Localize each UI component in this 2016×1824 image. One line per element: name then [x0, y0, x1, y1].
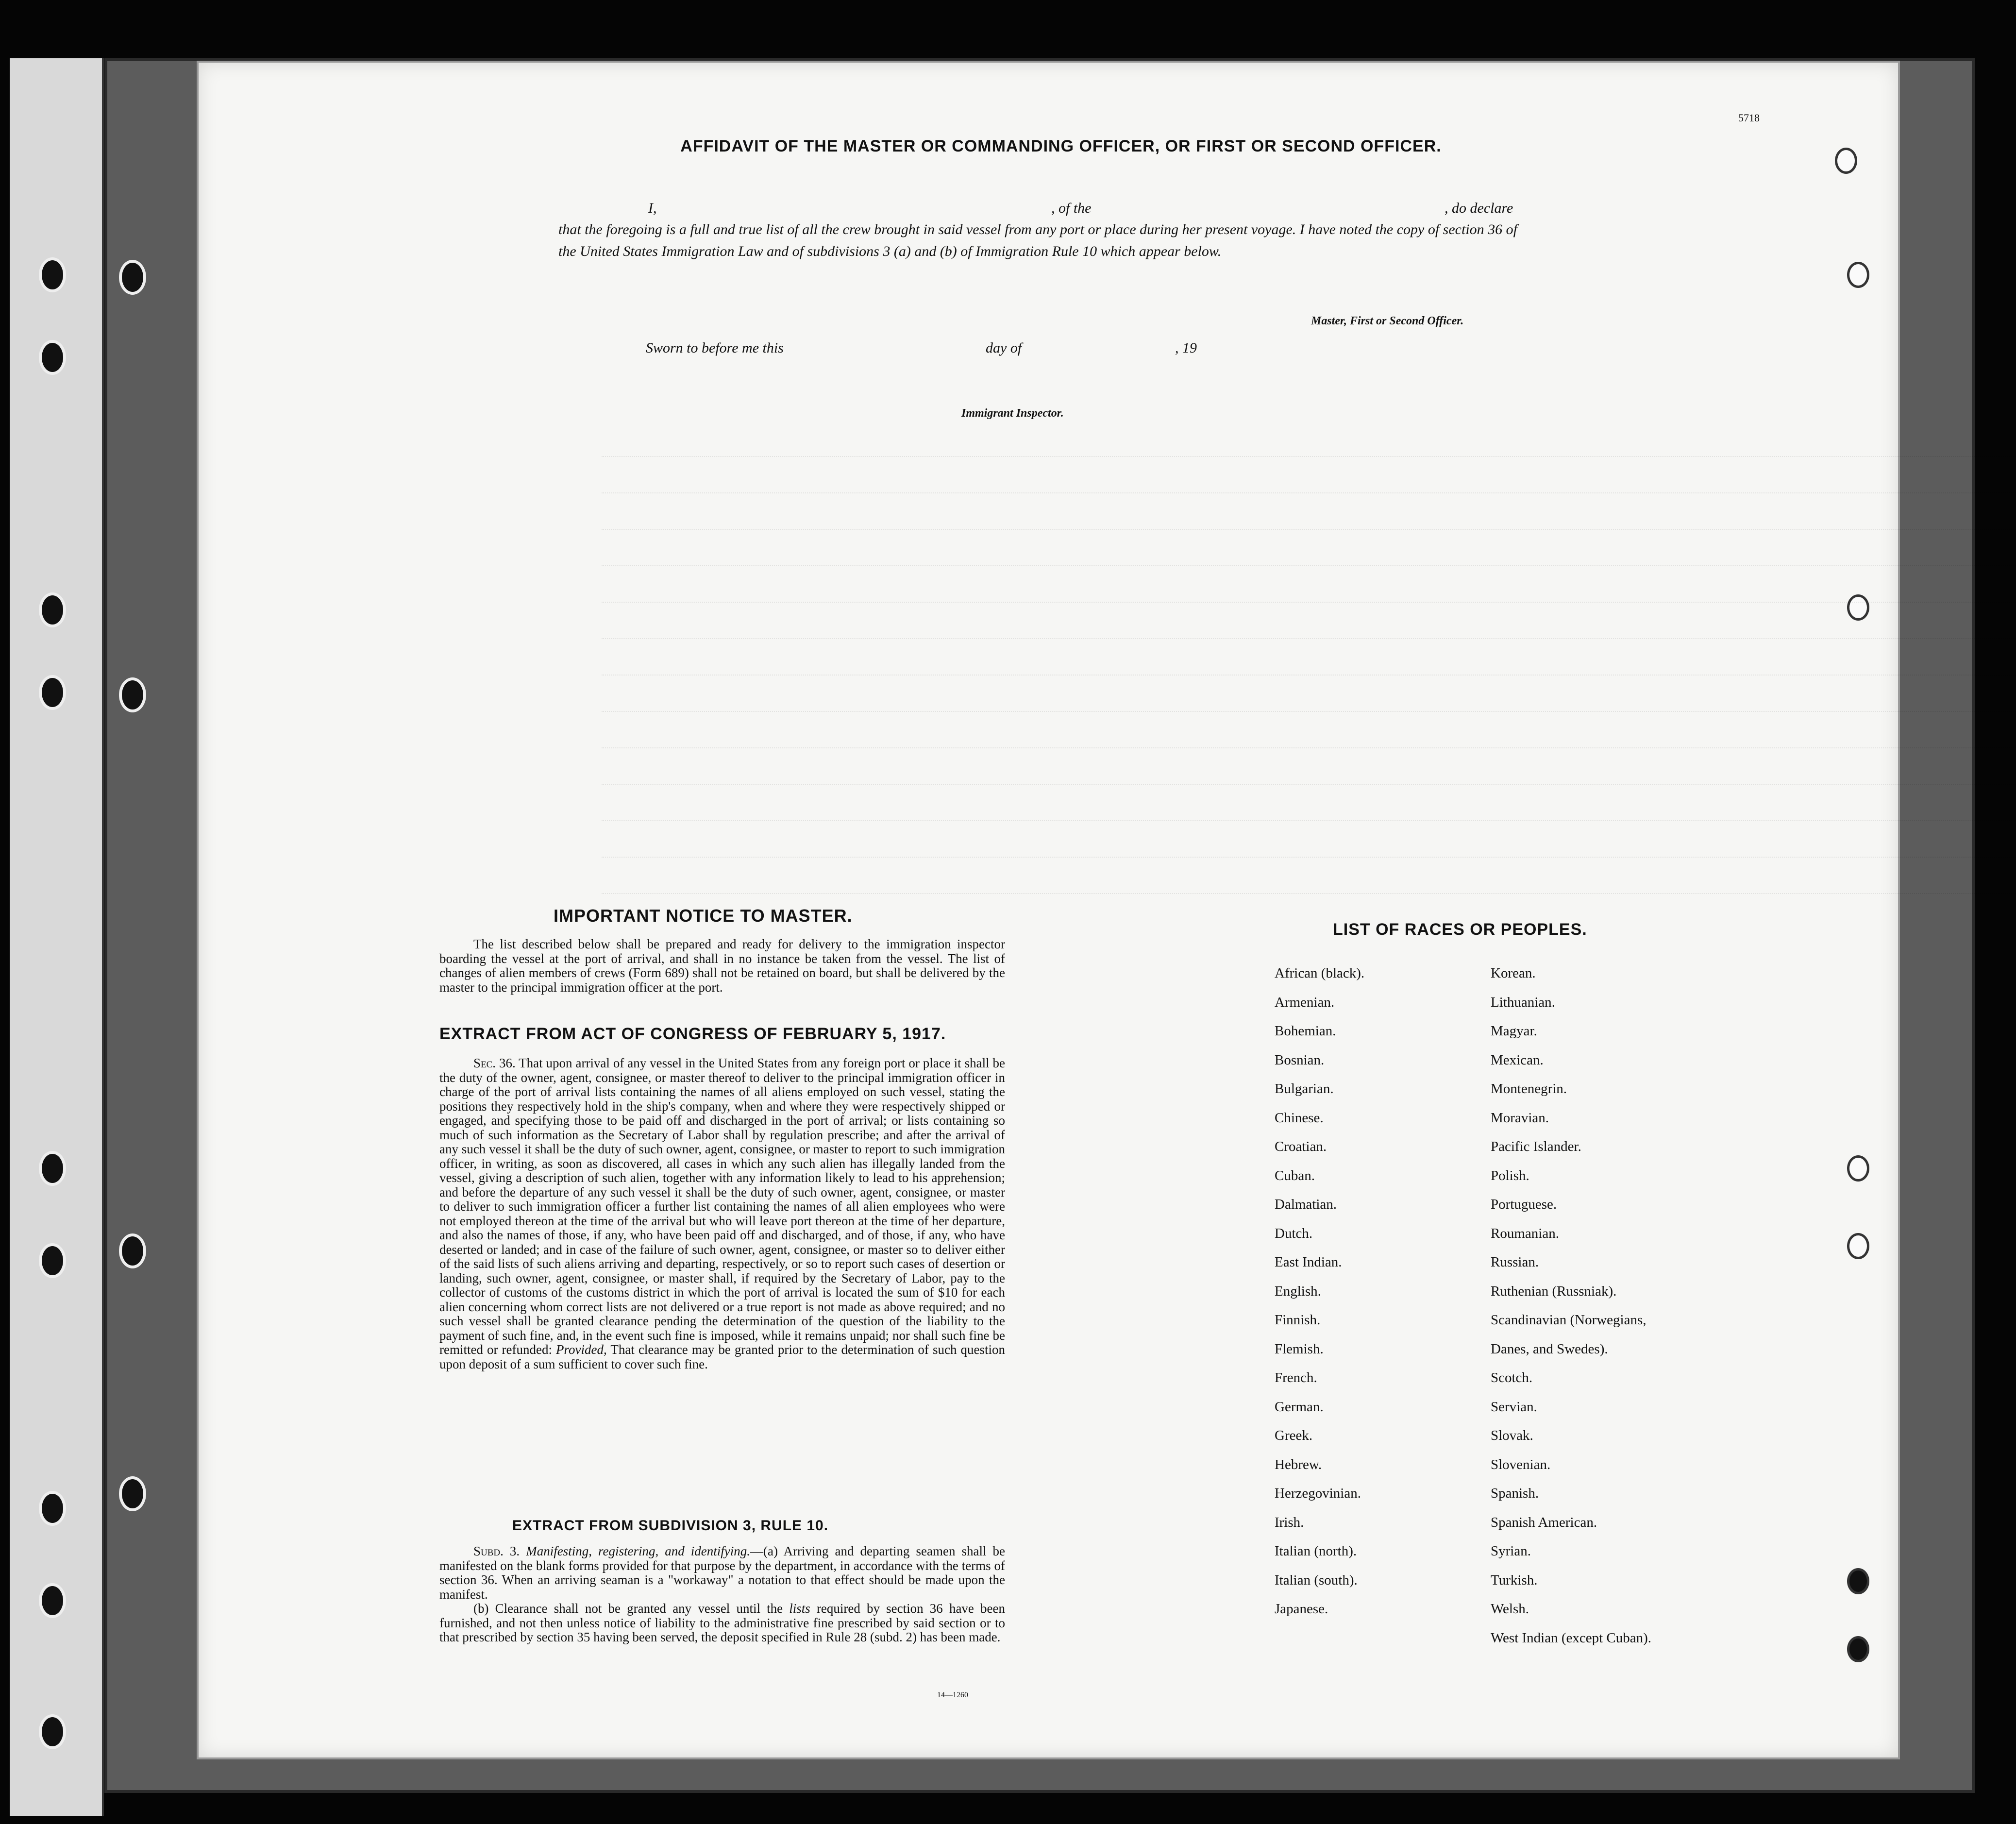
race-item: Japanese.: [1275, 1601, 1328, 1617]
bleed-through-row: [602, 675, 2016, 676]
race-item: Scotch.: [1491, 1370, 1533, 1385]
race-item: Hebrew.: [1275, 1456, 1322, 1472]
page-ring-hole: [1835, 148, 1857, 174]
race-item: Croatian.: [1275, 1139, 1327, 1154]
bleed-through-row: [602, 711, 2016, 713]
race-item: Korean.: [1491, 965, 1536, 981]
race-item: African (black).: [1275, 965, 1365, 981]
race-item: Slovenian.: [1491, 1456, 1551, 1472]
race-item: Armenian.: [1275, 994, 1335, 1010]
declaration-of-the: , of the: [1051, 200, 1092, 216]
bleed-through-row: [602, 529, 2016, 531]
race-item: Slovak.: [1491, 1428, 1533, 1443]
section-36-text: That upon arrival of any vessel in the United States from any foreign port or place it shall be the duty of the owner, agent, consignee, or master thereof to deliver to the principal immigration officer in charge of the port of arrival lists containing the names of all aliens employed on such vessel, stating the positions they respectively hold in the ship's company, when and where they were respectively shipped or engaged, and specifying those to be paid off and discharged in the port of arrival; or lists containing so much of such information as the Secretary of Labor shall by regulation prescribe; and after the arrival of any such vessel it shall be the duty of such owner, agent, consignee, or master to report to such immigration officer, in writing, as soon as discovered, all cases in which any such alien has illegally landed from the vessel, giving a description of such alien, together with any information likely to lead to his apprehension; and before the departure of any such vessel it shall be the duty of such owner, agent, consignee, or master to deliver to such immigration officer a further list containing the names of all alien employees who were not employed thereon at the time of the arrival but who will leave port thereon at the time of her departure, and also the names of those, if any, who have been paid off and discharged, and of those, if any, who have deserted or landed; and in case of the failure of such owner, agent, consignee, or master so to deliver either of the said lists of such aliens arriving and departing, respectively, or so to report such cases of desertion or landing, such owner, agent, consignee, or master shall, if required by the Secretary of Labor, pay to the collector of customs of the customs district in which the port of arrival is located the sum of $10 for each alien concerning whom correct lists are not delivered or a true report is not made as above required; and no such vessel shall be granted clearance pending the determination of the question of the liability to the payment of such fine, and, in the event such fine is imposed, while it remains unpaid; nor shall such fine be remitted or refunded:: [439, 1056, 1005, 1357]
race-item: German.: [1275, 1399, 1324, 1415]
sworn-day: day of: [986, 340, 1022, 356]
rule-para-b-text: required by section 36 have been furnished, and not then unless notice of liability to the administrative fine prescribed by said section or to that prescribed by section 35 having been served, the deposit specified in Rule 28 (subd. 2) has been made.: [439, 1601, 1006, 1644]
rule-para-b: [439, 1602, 1005, 1645]
page-number: 5718: [1738, 112, 1760, 124]
bleed-through-row: [602, 784, 2016, 786]
race-item: Cuban.: [1275, 1167, 1315, 1183]
bleed-through-row: [602, 747, 2016, 749]
rule-extract-text: [439, 1544, 1005, 1645]
bleed-through-row: [602, 820, 2016, 822]
bleed-through-row: [602, 492, 2016, 494]
bleed-through-row: [602, 456, 2016, 458]
punch-hole: [119, 1476, 146, 1511]
race-item: Roumanian.: [1491, 1225, 1559, 1241]
races-title: LIST OF RACES OR PEOPLES.: [1333, 920, 1587, 939]
page-ring-hole: [1847, 1233, 1869, 1259]
punch-hole: [39, 592, 66, 627]
race-item: Italian (south).: [1275, 1572, 1358, 1588]
race-item: Spanish American.: [1491, 1514, 1597, 1530]
rule-extract-title: EXTRACT FROM SUBDIVISION 3, RULE 10.: [512, 1518, 829, 1534]
punch-hole: [119, 677, 146, 712]
rule-para-b-lists: lists: [789, 1601, 810, 1616]
inspector-signature-label: Immigrant Inspector.: [961, 407, 1064, 420]
race-item: Herzegovinian.: [1275, 1486, 1361, 1501]
races-column-2: [1491, 959, 1651, 1653]
section-label: Sec. 36.: [473, 1056, 516, 1070]
punch-hole: [39, 1714, 66, 1749]
race-item: Bosnian.: [1275, 1052, 1325, 1068]
race-item: Greek.: [1275, 1428, 1313, 1443]
race-item: Mexican.: [1491, 1052, 1544, 1068]
race-item: Finnish.: [1275, 1312, 1321, 1328]
race-item: Portuguese.: [1491, 1197, 1557, 1212]
act-extract-title: EXTRACT FROM ACT OF CONGRESS OF FEBRUARY 5, 1917.: [439, 1025, 946, 1043]
section-36-text-end: That clearance may be granted prior to the determination of such question upon deposit of a sum sufficient to cover such fine.: [439, 1342, 1005, 1371]
race-item: Turkish.: [1491, 1572, 1538, 1588]
sworn-year: , 19: [1175, 340, 1197, 356]
rule-para-a: [439, 1544, 1005, 1602]
race-item: Irish.: [1275, 1514, 1304, 1530]
punch-hole: [39, 1583, 66, 1618]
provided-word: Provided,: [556, 1342, 607, 1357]
race-item: Flemish.: [1275, 1341, 1324, 1357]
race-item: Moravian.: [1491, 1110, 1549, 1126]
page-ring-hole: [1847, 594, 1869, 621]
race-item: Magyar.: [1491, 1023, 1537, 1039]
race-item: Italian (north).: [1275, 1543, 1357, 1559]
punch-hole: [119, 260, 146, 295]
race-item: Ruthenian (Russniak).: [1491, 1283, 1617, 1299]
punch-hole: [119, 1233, 146, 1268]
bleed-through-row: [602, 565, 2016, 567]
subd-heading: Manifesting, registering, and identifying.: [526, 1544, 750, 1558]
punch-hole: [39, 1151, 66, 1186]
punch-hole: [39, 675, 66, 710]
race-item: Polish.: [1491, 1167, 1529, 1183]
punch-hole: [39, 1491, 66, 1526]
race-item: English.: [1275, 1283, 1321, 1299]
page-ring-hole: [1847, 262, 1869, 288]
race-item: Welsh.: [1491, 1601, 1529, 1617]
race-item: Montenegrin.: [1491, 1081, 1567, 1097]
section-36-paragraph: [439, 1056, 1005, 1371]
rule-para-a-text: —(a) Arriving and departing seamen shall be manifested on the blank forms provided for that purpose by the department, in accordance with the terms of section 36. When an arriving seaman is a "workaway" a notation to that effect should be made upon the manifest.: [439, 1544, 1005, 1602]
notice-title: IMPORTANT NOTICE TO MASTER.: [554, 906, 853, 926]
page-ring-hole: [1847, 1155, 1869, 1182]
bleed-through-row: [602, 638, 2016, 640]
race-item: Bulgarian.: [1275, 1081, 1334, 1097]
bleed-through-row: [602, 857, 2016, 859]
race-item: Syrian.: [1491, 1543, 1531, 1559]
races-column-1: [1275, 959, 1364, 1624]
notice-text: [439, 937, 1005, 995]
race-item: Dalmatian.: [1275, 1197, 1337, 1212]
master-signature-label: Master, First or Second Officer.: [1311, 315, 1464, 327]
race-item: East Indian.: [1275, 1254, 1342, 1270]
form-number: 14—1260: [937, 1691, 968, 1699]
punch-hole: [39, 257, 66, 292]
binder-strip: [10, 58, 104, 1816]
race-item: Russian.: [1491, 1254, 1539, 1270]
rule-para-b-prefix: (b) Clearance shall not be granted any vessel until the: [473, 1601, 783, 1616]
race-item: Chinese.: [1275, 1110, 1324, 1126]
race-item: Lithuanian.: [1491, 994, 1555, 1010]
punch-hole: [39, 340, 66, 375]
punch-hole: [39, 1243, 66, 1278]
notice-paragraph: The list described below shall be prepared and ready for delivery to the immigration inspector boarding the vessel at the port of arrival, and shall in no instance be taken from the vessel. The list of changes of alien members of crews (Form 689) shall not be retained on board, but shall be delivered by the master to the principal immigration officer at the port.: [439, 937, 1005, 995]
declaration-i: I,: [648, 200, 657, 216]
race-item: Spanish.: [1491, 1486, 1539, 1501]
bleed-through-row: [602, 602, 2016, 604]
race-item: Dutch.: [1275, 1225, 1313, 1241]
race-item: Pacific Islander.: [1491, 1139, 1581, 1154]
page-ring-hole: [1847, 1568, 1869, 1594]
declaration-do-declare: , do declare: [1445, 200, 1513, 216]
bleed-through-row: [602, 893, 2016, 895]
race-item: Servian.: [1491, 1399, 1537, 1415]
subd-label: Subd. 3.: [473, 1544, 520, 1558]
act-extract-text: [439, 1056, 1005, 1371]
race-item: French.: [1275, 1370, 1317, 1385]
race-item: Bohemian.: [1275, 1023, 1336, 1039]
declaration-body: that the foregoing is a full and true list of all the crew brought in said vessel from any port or place during her present voyage. I have noted the copy of section 36 of the United States Immigration Law and of subdivisions 3 (a) and (b) of Immigration Rule 10 which appear below.: [558, 221, 1517, 259]
race-item: West Indian (except Cuban).: [1491, 1630, 1652, 1646]
race-item: Scandinavian (Norwegians, Danes, and Swedes).: [1491, 1312, 1646, 1357]
affidavit-title: AFFIDAVIT OF THE MASTER OR COMMANDING OFFICER, OR FIRST OR SECOND OFFICER.: [680, 137, 1442, 155]
page-ring-hole: [1847, 1636, 1869, 1662]
sworn-prefix: Sworn to before me this: [646, 340, 784, 356]
